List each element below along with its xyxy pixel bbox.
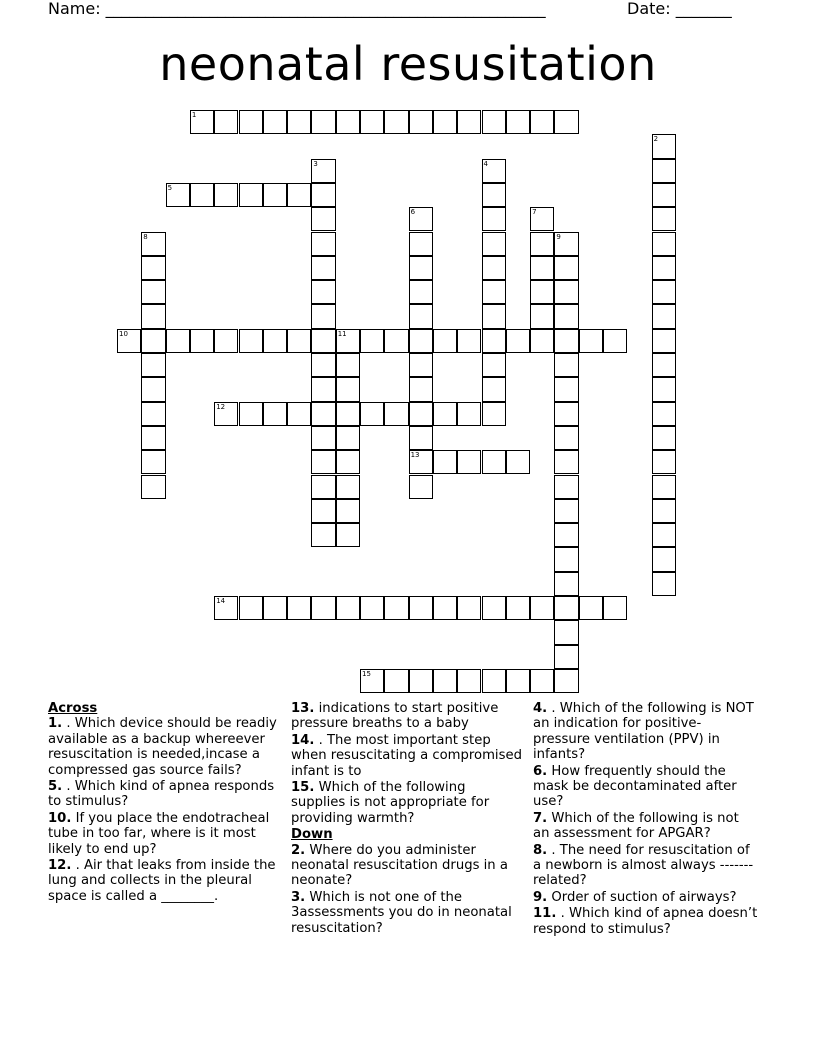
clue-item: [291, 843, 523, 889]
grid-cell[interactable]: [336, 523, 360, 547]
grid-cell[interactable]: [214, 329, 238, 353]
grid-cell[interactable]: [554, 426, 578, 450]
grid-cell[interactable]: [457, 402, 481, 426]
page-title: neonatal resusitation: [159, 37, 657, 91]
cell-number: 1: [191, 111, 197, 119]
grid-cell[interactable]: [554, 304, 578, 328]
grid-cell[interactable]: [384, 110, 408, 134]
grid-cell[interactable]: [311, 596, 335, 620]
clue-item: [533, 811, 758, 842]
grid-cell[interactable]: [311, 329, 335, 353]
grid-cell[interactable]: [239, 110, 263, 134]
grid-cell[interactable]: [530, 304, 554, 328]
grid-cell[interactable]: [457, 669, 481, 693]
grid-cell[interactable]: [166, 183, 190, 207]
grid-cell[interactable]: [336, 499, 360, 523]
grid-cell[interactable]: [166, 329, 190, 353]
grid-cell[interactable]: [141, 280, 165, 304]
clue-item: [533, 890, 758, 905]
grid-cell[interactable]: [554, 499, 578, 523]
grid-cell[interactable]: [311, 183, 335, 207]
grid-cell[interactable]: [336, 596, 360, 620]
clue-number: 7.: [533, 810, 548, 826]
clue-item: [533, 843, 758, 889]
grid-cell[interactable]: [530, 596, 554, 620]
grid-cell[interactable]: [482, 402, 506, 426]
grid-cell[interactable]: [409, 377, 433, 401]
grid-cell[interactable]: [336, 450, 360, 474]
grid-cell[interactable]: [457, 110, 481, 134]
across-heading: Across: [48, 701, 98, 716]
grid-cell[interactable]: [579, 596, 603, 620]
grid-cell[interactable]: [311, 110, 335, 134]
clue-number: 2.: [291, 842, 306, 858]
grid-cell[interactable]: [652, 377, 676, 401]
clue-item: [48, 716, 280, 778]
grid-cell[interactable]: [287, 402, 311, 426]
grid-cell[interactable]: [239, 596, 263, 620]
grid-cell[interactable]: [141, 232, 165, 256]
grid-cell[interactable]: [190, 183, 214, 207]
grid-cell[interactable]: [263, 596, 287, 620]
cell-number: 13: [410, 451, 420, 460]
grid-cell[interactable]: [263, 329, 287, 353]
grid-cell[interactable]: [652, 304, 676, 328]
grid-cell[interactable]: [311, 304, 335, 328]
grid-cell[interactable]: [239, 329, 263, 353]
grid-cell[interactable]: [141, 377, 165, 401]
grid-cell[interactable]: [141, 329, 165, 353]
grid-cell[interactable]: [554, 402, 578, 426]
clue-text: Order of suction of airways?: [547, 889, 737, 905]
grid-cell[interactable]: [554, 572, 578, 596]
clue-number: 14.: [291, 732, 315, 748]
clue-text: . Which device should be readiy available as a backup whereever resuscitation is needed,incase a compressed gas source fails?: [48, 716, 277, 778]
grid-cell[interactable]: [579, 329, 603, 353]
clue-number: 10.: [48, 810, 72, 826]
clue-text: Which of the following is not an assessment for APGAR?: [533, 810, 739, 842]
grid-cell[interactable]: [554, 353, 578, 377]
grid-cell[interactable]: [482, 183, 506, 207]
grid-cell[interactable]: [554, 450, 578, 474]
clue-number: 9.: [533, 889, 548, 905]
grid-cell[interactable]: [554, 669, 578, 693]
grid-cell[interactable]: [652, 134, 676, 158]
grid-cell[interactable]: [141, 256, 165, 280]
grid-cell[interactable]: [433, 329, 457, 353]
grid-cell[interactable]: [652, 426, 676, 450]
cell-number: 10: [119, 329, 128, 338]
grid-cell[interactable]: [263, 110, 287, 134]
grid-cell[interactable]: [530, 280, 554, 304]
grid-cell[interactable]: [652, 183, 676, 207]
grid-cell[interactable]: [482, 280, 506, 304]
clue-text: Which of the following supplies is not appropriate for providing warmth?: [291, 780, 490, 826]
grid-cell[interactable]: [506, 450, 530, 474]
cell-number: 8: [143, 232, 148, 241]
cell-number: 3: [313, 159, 318, 168]
grid-cell[interactable]: [409, 304, 433, 328]
grid-cell[interactable]: [506, 329, 530, 353]
grid-cell[interactable]: [482, 232, 506, 256]
grid-cell[interactable]: [336, 426, 360, 450]
grid-cell[interactable]: [603, 329, 627, 353]
grid-cell[interactable]: [652, 159, 676, 183]
grid-cell[interactable]: [652, 280, 676, 304]
grid-cell[interactable]: [652, 450, 676, 474]
grid-cell[interactable]: [652, 402, 676, 426]
grid-cell[interactable]: [214, 110, 238, 134]
grid-cell[interactable]: [433, 669, 457, 693]
grid-cell[interactable]: [360, 329, 384, 353]
grid-cell[interactable]: [287, 110, 311, 134]
grid-cell[interactable]: [384, 669, 408, 693]
grid-cell[interactable]: [652, 256, 676, 280]
grid-cell[interactable]: [287, 596, 311, 620]
grid-cell[interactable]: [506, 110, 530, 134]
cell-number: 7: [532, 208, 537, 217]
grid-cell[interactable]: [190, 329, 214, 353]
grid-cell[interactable]: [409, 426, 433, 450]
clue-number: 3.: [291, 889, 306, 905]
grid-cell[interactable]: [311, 232, 335, 256]
grid-cell[interactable]: [482, 256, 506, 280]
clue-item: [48, 858, 280, 904]
grid-cell[interactable]: [214, 596, 238, 620]
clue-item: [291, 890, 523, 936]
grid-cell[interactable]: [239, 402, 263, 426]
grid-cell[interactable]: [433, 596, 457, 620]
grid-cell[interactable]: [311, 256, 335, 280]
grid-cell[interactable]: [506, 596, 530, 620]
grid-cell[interactable]: [360, 110, 384, 134]
cell-number: 4: [483, 159, 488, 168]
grid-cell[interactable]: [652, 523, 676, 547]
grid-cell[interactable]: [336, 353, 360, 377]
grid-cell[interactable]: [554, 232, 578, 256]
cell-number: 2: [653, 135, 659, 144]
cell-number: 6: [410, 208, 416, 217]
grid-cell[interactable]: [457, 596, 481, 620]
clue-text: . The need for resuscitation of a newborn is almost always ------- related?: [533, 842, 754, 889]
grid-cell[interactable]: [141, 402, 165, 426]
grid-cell[interactable]: [652, 572, 676, 596]
grid-cell[interactable]: [554, 523, 578, 547]
grid-cell[interactable]: [360, 402, 384, 426]
grid-cell[interactable]: [652, 475, 676, 499]
clue-text: . Air that leaks from inside the lung and collects in the pleural space is called a ________.: [48, 858, 276, 904]
clue-text: . Which of the following is NOT an indication for positive-pressure ventilation (PPV) in infants?: [533, 701, 754, 763]
clue-text: How frequently should the mask be decontaminated after use?: [533, 763, 737, 810]
cell-number: 11: [337, 329, 347, 338]
grid-cell[interactable]: [433, 450, 457, 474]
clue-column-1: [48, 701, 280, 905]
grid-cell[interactable]: [311, 475, 335, 499]
grid-cell[interactable]: [482, 353, 506, 377]
grid-cell[interactable]: [554, 645, 578, 669]
grid-cell[interactable]: [482, 669, 506, 693]
grid-cell[interactable]: [554, 377, 578, 401]
clue-number: 8.: [533, 842, 548, 858]
grid-cell[interactable]: [652, 547, 676, 571]
clue-number: 13.: [291, 701, 315, 716]
grid-cell[interactable]: [336, 475, 360, 499]
grid-cell[interactable]: [530, 232, 554, 256]
grid-cell[interactable]: [360, 669, 384, 693]
grid-cell[interactable]: [239, 183, 263, 207]
grid-cell[interactable]: [652, 353, 676, 377]
clue-number: 6.: [533, 763, 548, 779]
grid-cell[interactable]: [311, 280, 335, 304]
clue-text: If you place the endotracheal tube in too far, where is it most likely to end up?: [48, 810, 270, 857]
grid-cell[interactable]: [336, 110, 360, 134]
grid-cell[interactable]: [141, 353, 165, 377]
clue-item: [533, 701, 758, 763]
cell-number: 9: [556, 232, 561, 241]
grid-cell[interactable]: [336, 377, 360, 401]
grid-cell[interactable]: [409, 110, 433, 134]
grid-cell[interactable]: [409, 256, 433, 280]
clue-text: . Which kind of apnea doesn’t respond to stimulus?: [533, 906, 758, 937]
grid-cell[interactable]: [482, 159, 506, 183]
clue-number: 11.: [533, 906, 557, 922]
clue-number: 12.: [48, 858, 72, 874]
clue-text: . Which kind of apnea responds to stimulus?: [48, 779, 275, 810]
grid-cell[interactable]: [190, 110, 214, 134]
grid-cell[interactable]: [409, 353, 433, 377]
grid-cell[interactable]: [141, 304, 165, 328]
cell-number: 15: [362, 669, 371, 678]
grid-cell[interactable]: [409, 475, 433, 499]
clue-column-3: [533, 701, 758, 938]
grid-cell[interactable]: [554, 475, 578, 499]
grid-cell[interactable]: [287, 329, 311, 353]
grid-cell[interactable]: [482, 207, 506, 231]
grid-cell[interactable]: [652, 207, 676, 231]
cell-number: 5: [167, 183, 173, 192]
clue-item: [48, 811, 280, 857]
grid-cell[interactable]: [530, 256, 554, 280]
grid-cell[interactable]: [384, 596, 408, 620]
down-heading: Down: [291, 827, 333, 843]
grid-cell[interactable]: [409, 207, 433, 231]
grid-cell[interactable]: [141, 475, 165, 499]
grid-cell[interactable]: [530, 329, 554, 353]
clue-item: [291, 733, 523, 779]
date-field-label[interactable]: Date: _______: [627, 0, 732, 18]
clue-number: 15.: [291, 780, 315, 796]
clue-text: Which is not one of the 3assessments you do in neonatal resuscitation?: [291, 889, 512, 936]
grid-cell[interactable]: [409, 329, 433, 353]
grid-cell[interactable]: [214, 402, 238, 426]
grid-cell[interactable]: [482, 450, 506, 474]
grid-cell[interactable]: [652, 329, 676, 353]
grid-cell[interactable]: [482, 377, 506, 401]
clue-text: indications to start positive pressure breaths to a baby: [291, 701, 499, 732]
grid-cell[interactable]: [554, 596, 578, 620]
grid-cell[interactable]: [554, 256, 578, 280]
grid-cell[interactable]: [457, 329, 481, 353]
grid-cell[interactable]: [554, 110, 578, 134]
grid-cell[interactable]: [311, 450, 335, 474]
grid-cell[interactable]: [530, 669, 554, 693]
grid-cell[interactable]: [311, 207, 335, 231]
grid-cell[interactable]: [603, 596, 627, 620]
grid-cell[interactable]: [360, 596, 384, 620]
clue-number: 1.: [48, 716, 63, 732]
grid-cell[interactable]: [311, 159, 335, 183]
grid-cell[interactable]: [311, 426, 335, 450]
grid-cell[interactable]: [433, 110, 457, 134]
clue-item: [48, 779, 280, 810]
grid-cell[interactable]: [554, 547, 578, 571]
grid-cell[interactable]: [652, 499, 676, 523]
grid-cell[interactable]: [554, 280, 578, 304]
clue-number: 4.: [533, 701, 548, 716]
grid-cell[interactable]: [652, 232, 676, 256]
clue-column-2: [291, 701, 523, 937]
grid-cell[interactable]: [530, 207, 554, 231]
clue-item: [533, 906, 758, 937]
grid-cell[interactable]: [433, 402, 457, 426]
grid-cell[interactable]: [311, 353, 335, 377]
grid-cell[interactable]: [530, 110, 554, 134]
grid-cell[interactable]: [384, 402, 408, 426]
grid-cell[interactable]: [287, 183, 311, 207]
grid-cell[interactable]: [506, 669, 530, 693]
grid-cell[interactable]: [482, 329, 506, 353]
grid-cell[interactable]: [117, 329, 141, 353]
grid-cell[interactable]: [311, 499, 335, 523]
grid-cell[interactable]: [409, 669, 433, 693]
grid-cell[interactable]: [482, 304, 506, 328]
grid-cell[interactable]: [311, 377, 335, 401]
grid-cell[interactable]: [311, 523, 335, 547]
grid-cell[interactable]: [336, 329, 360, 353]
grid-cell[interactable]: [409, 232, 433, 256]
grid-cell[interactable]: [482, 110, 506, 134]
clue-item: [291, 780, 523, 826]
clue-item: [291, 701, 523, 732]
grid-cell[interactable]: [263, 183, 287, 207]
grid-cell[interactable]: [409, 450, 433, 474]
grid-cell[interactable]: [554, 329, 578, 353]
cell-number: 12: [216, 402, 226, 411]
clue-text: Where do you administer neonatal resuscitation drugs in a neonate?: [291, 842, 508, 889]
clue-number: 5.: [48, 779, 63, 795]
grid-cell[interactable]: [263, 402, 287, 426]
grid-cell[interactable]: [141, 426, 165, 450]
grid-cell[interactable]: [311, 402, 335, 426]
cell-number: 14: [216, 597, 226, 605]
grid-cell[interactable]: [409, 402, 433, 426]
grid-cell[interactable]: [482, 596, 506, 620]
grid-cell[interactable]: [409, 280, 433, 304]
grid-cell[interactable]: [336, 402, 360, 426]
grid-cell[interactable]: [141, 450, 165, 474]
grid-cell[interactable]: [384, 329, 408, 353]
grid-cell[interactable]: [457, 450, 481, 474]
grid-cell[interactable]: [214, 183, 238, 207]
grid-cell[interactable]: [409, 596, 433, 620]
name-field-label[interactable]: Name: _______________________________________________________: [48, 0, 546, 18]
clue-text: . The most important step when resuscitating a compromised infant is to: [291, 732, 522, 779]
clue-item: [533, 764, 758, 810]
grid-cell[interactable]: [554, 620, 578, 644]
